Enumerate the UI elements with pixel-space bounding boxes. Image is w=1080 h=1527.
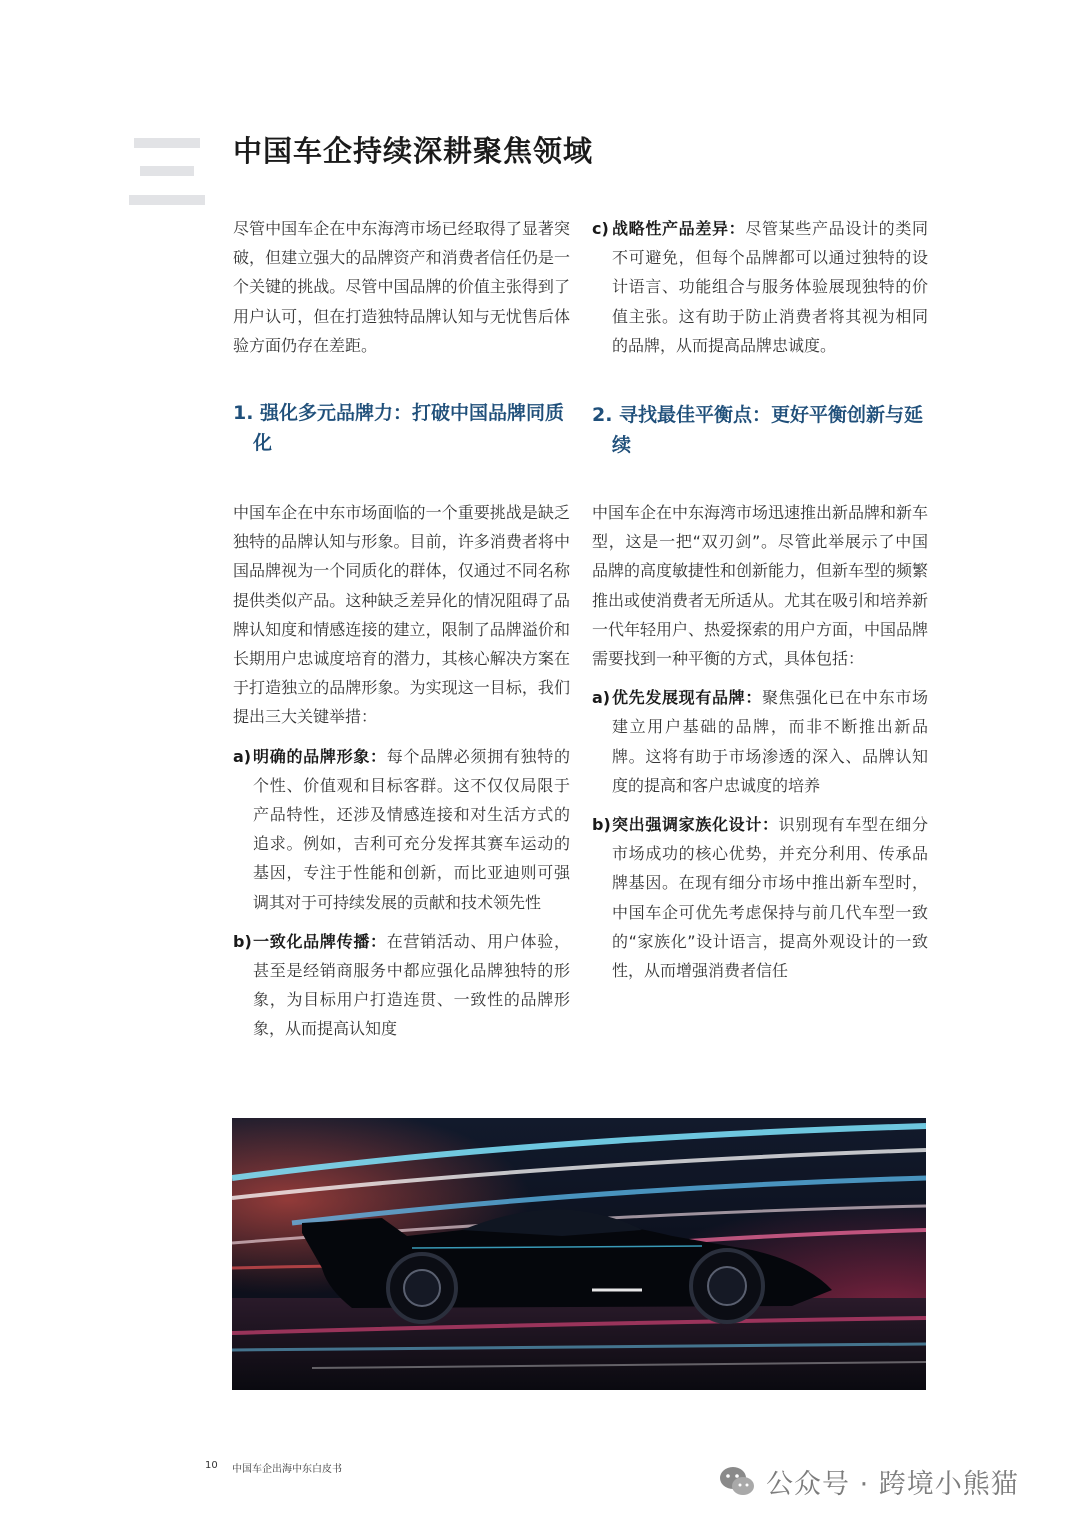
race-car-illustration — [232, 1118, 926, 1390]
item-lead: 明确的品牌形象： — [253, 746, 387, 766]
item-marker: a) — [233, 746, 252, 766]
item-lead: 突出强调家族化设计： — [612, 815, 779, 835]
item-text: 在营销活动、用户体验，甚至是经销商服务中都应强化品牌独特的形象，为目标用户打造连贯、一致性的品牌形象，从而提高认知度 — [253, 931, 570, 1039]
item-marker: b) — [233, 931, 252, 951]
section-2-heading: 2. 寻找最佳平衡点：更好平衡创新与延续 — [592, 404, 924, 457]
item-text: 每个品牌必须拥有独特的个性、价值观和目标客群。这不仅仅局限于产品特性，还涉及情感连接和对生活方式的追求。例如，吉利可充分发挥其赛车运动的基因，专注于性能和创新，而比亚迪则可强调其对于可持续发展的贡献和技术领先性 — [253, 746, 570, 912]
list-item — [592, 810, 928, 985]
list-item — [233, 742, 570, 917]
footer-doc-title: 中国车企出海中东白皮书 — [232, 1464, 342, 1475]
item-body — [612, 683, 928, 800]
section-2-paragraph: 中国车企在中东海湾市场迅速推出新品牌和新车型，这是一把“双刃剑”。尽管此举展示了中国品牌的高度敏捷性和创新能力，但新车型的频繁推出或使消费者无所适从。尤其在吸引和培养新一代年轻用户、热爱探索的用户方面，中国品牌需要找到一种平衡的方式，具体包括： — [592, 503, 929, 669]
item-marker: a) — [592, 688, 611, 708]
list-item — [233, 927, 570, 1044]
decor-bar-bottom — [129, 195, 205, 205]
item-lead: 一致化品牌传播： — [253, 931, 387, 951]
intro-paragraph: 尽管中国车企在中东海湾市场已经取得了显著突破，但建立强大的品牌资产和消费者信任仍是一个关键的挑战。尽管中国品牌的价值主张得到了用户认可，但在打造独特品牌认知与无忧售后体验方面仍存在差距。 — [233, 219, 570, 355]
list-item — [592, 683, 928, 800]
item-body — [253, 742, 570, 917]
list-item — [592, 214, 928, 360]
decor-bar-top — [134, 138, 200, 148]
item-lead: 战略性产品差异： — [612, 219, 746, 238]
item-marker: b) — [592, 815, 611, 835]
item-text: 识别现有车型在细分市场成功的核心优势，并充分利用、传承品牌基因。在现有细分市场中推出新车型时，中国车企可优先考虑保持与前几代车型一致的“家族化”设计语言，提高外观设计的一致性，从而增强消费者信任 — [612, 815, 928, 981]
item-text: 聚焦强化已在中东市场建立用户基础的品牌，而非不断推出新品牌。这将有助于市场渗透的深入、品牌认知度的提高和客户忠诚度的培养 — [612, 688, 928, 795]
page-title: 中国车企持续深耕聚焦领域 — [233, 134, 594, 168]
left-column — [233, 214, 570, 1044]
decor-bar-middle — [140, 166, 194, 176]
watermark — [718, 1462, 1019, 1501]
page-number: 10 — [205, 1460, 218, 1471]
item-lead: 优先发展现有品牌： — [612, 688, 762, 708]
wechat-icon — [718, 1464, 756, 1500]
section-1-paragraph: 中国车企在中东市场面临的一个重要挑战是缺乏独特的品牌认知与形象。目前，许多消费者将中国品牌视为一个同质化的群体，仅通过不同名称提供类似产品。这种缺乏差异化的情况阻碍了品牌认知度和情感连接的建立，限制了品牌溢价和长期用户忠诚度培育的潜力，其核心解决方案在于打造独立的品牌形象。为实现这一目标，我们提出三大关键举措： — [233, 503, 570, 727]
item-body — [253, 927, 570, 1044]
item-marker: c) — [592, 219, 609, 238]
watermark-text: 公众号 · 跨境小熊猫 — [766, 1469, 1019, 1500]
item-text: 尽管某些产品设计的类同不可避免，但每个品牌都可以通过独特的设计语言、功能组合与服务体验展现独特的价值主张。这有助于防止消费者将其视为相同的品牌，从而提高品牌忠诚度。 — [612, 219, 928, 355]
item-body — [612, 214, 928, 360]
right-column — [592, 214, 928, 985]
hero-image — [232, 1118, 926, 1390]
item-body — [612, 810, 928, 985]
section-1-heading: 1. 强化多元品牌力：打破中国品牌同质化 — [233, 402, 565, 455]
